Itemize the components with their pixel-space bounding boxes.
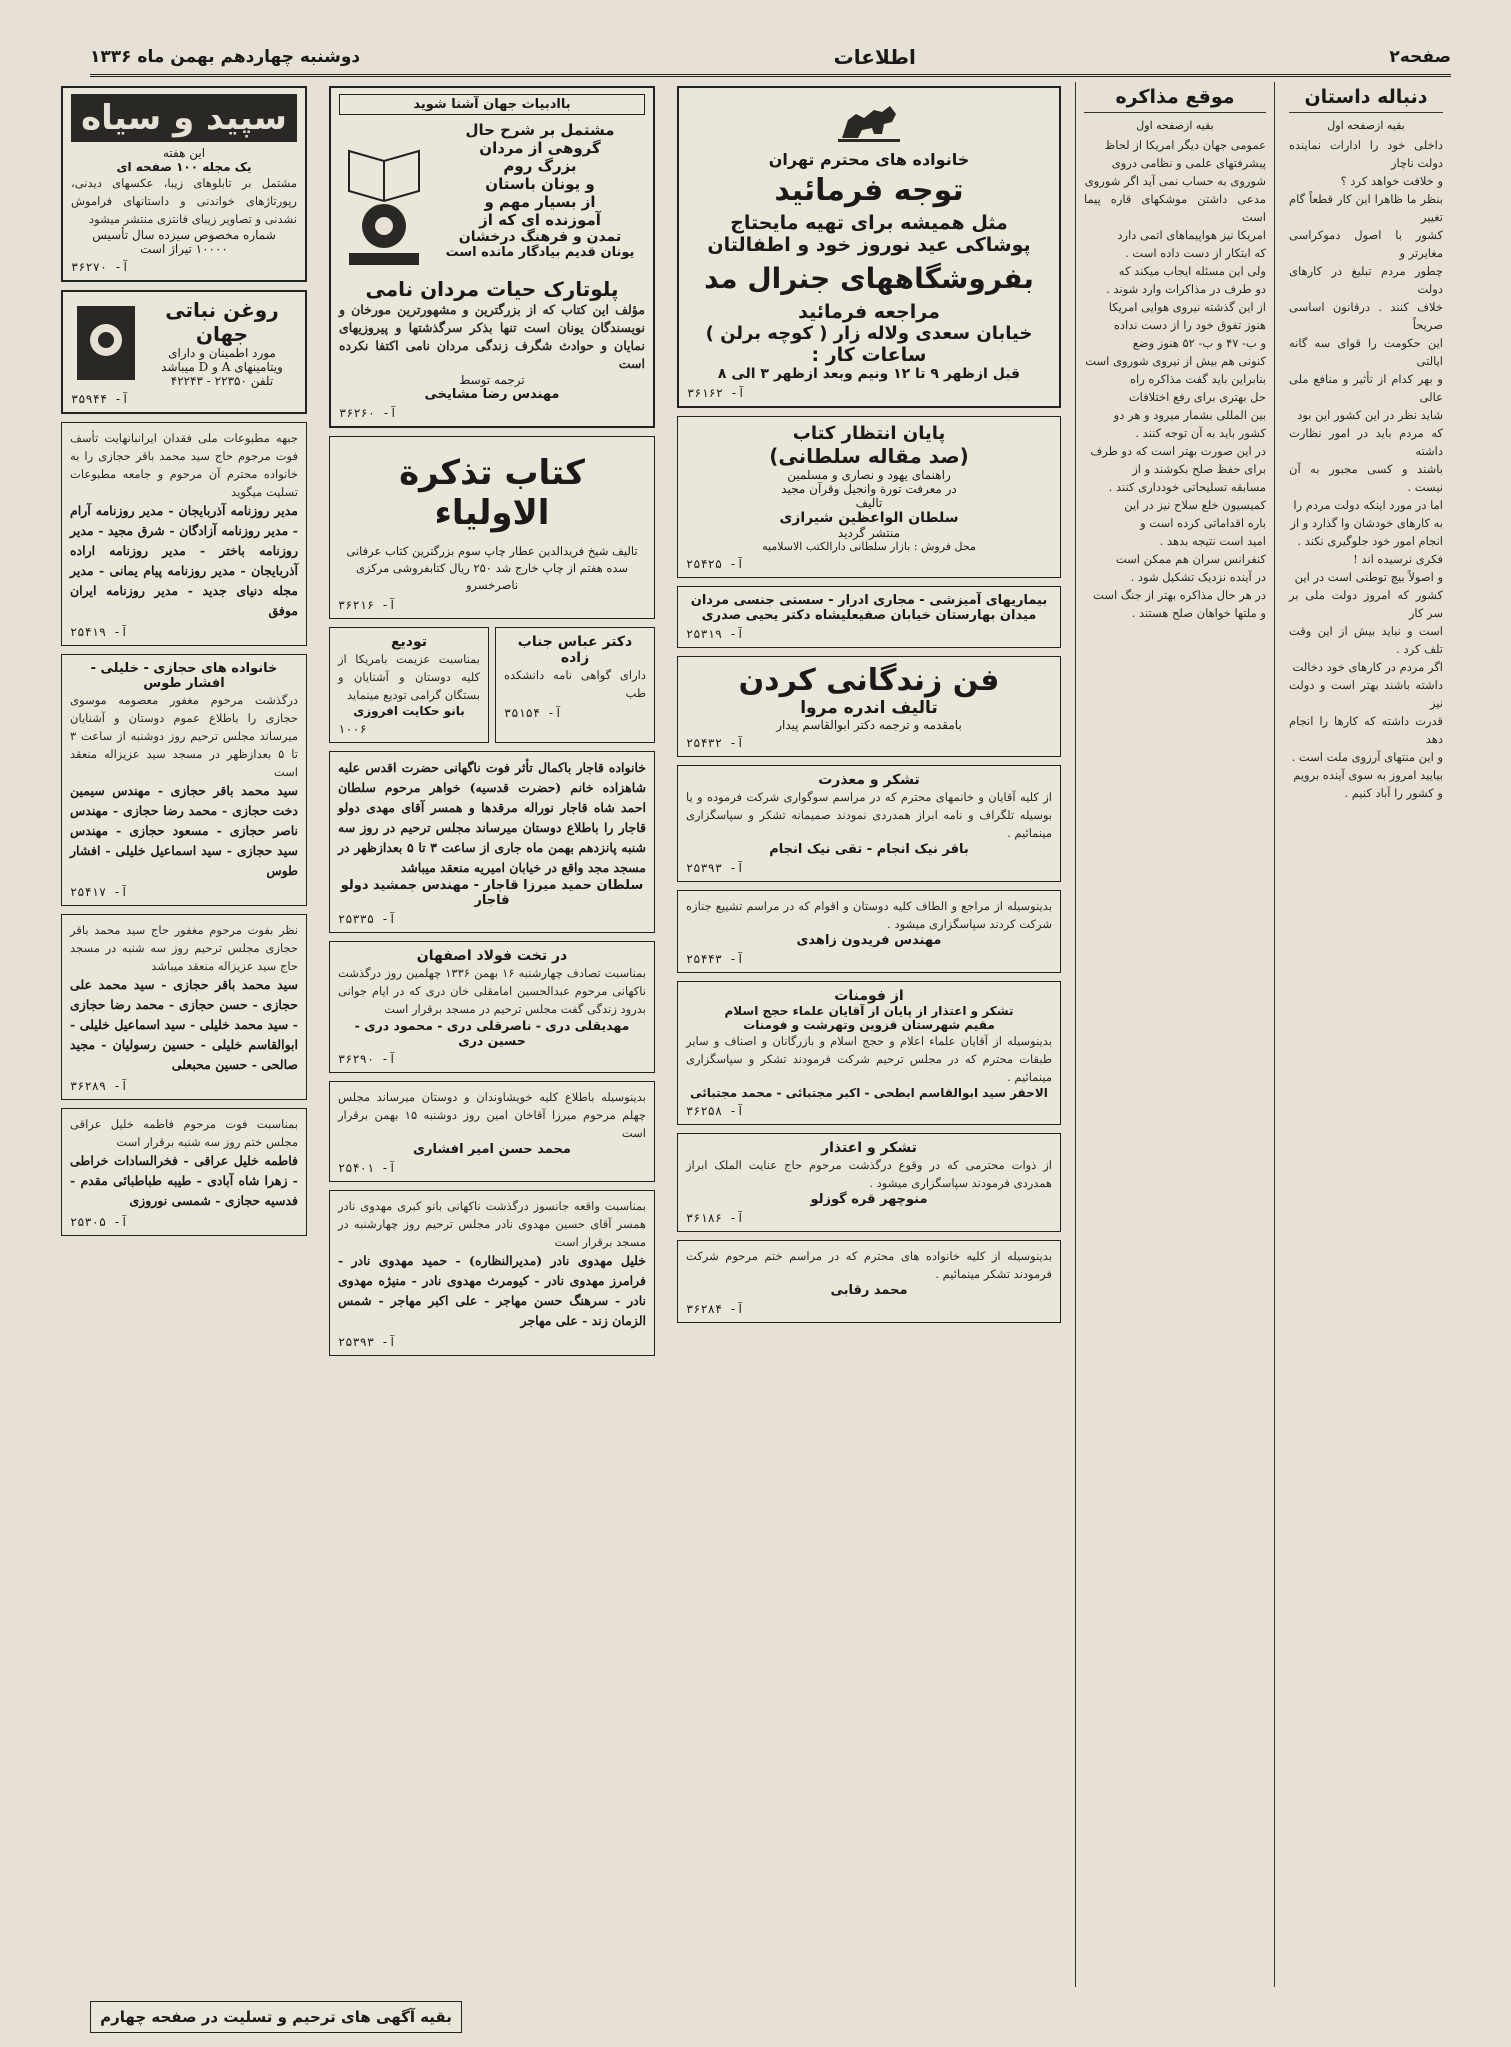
ad-book-line4: در معرفت تورة وانجیل وقرآن مجید [781,482,957,496]
ad-doctor [495,627,655,743]
ad-farewell [329,627,489,743]
ad-clinic [677,586,1061,648]
story-line: بنظر ما ظاهرا این کار قطعاً گام تغییر [1289,192,1443,224]
ad-fan-line1: فن زندگانی کردن [738,663,1000,698]
book-emblem-icon [339,121,429,271]
negotiation-line: برای حفظ صلح بکوشند و از [1132,462,1266,476]
notice-mourn1-names: مدیر روزنامه آذربایجان - مدیر روزنامه آرام - مدیر روزنامه آزادگان - شرق مجید - مدیر روزنامه باختر - مدیر روزنامه اراده آذربایجان - مدیر روزنامه پیام یمانی - مدیر مجله دنیای جدید - مدیر روزنامه ایران موفق [70,503,298,618]
ad-book-code: آ- ۲۵۴۲۵ [686,557,744,571]
ad-gm-line5: بفروشگاههای جنرال مد [704,262,1034,295]
story-line: داشته باشند بهتر است و دولت نیز [1289,678,1443,710]
notice-shajari-body: از ذوات محترمی که در وقوع درگذشت مرحوم حاج عنایت الملک ابراز همدردی فرمودند سپاسگزاری میشود . [686,1158,1052,1190]
lion-logo-icon [834,98,904,144]
negotiation-sub: بقیه ازصفحه اول [1136,119,1214,132]
ad-sepid-l2: این هفته [162,146,206,160]
notice-nader-names: خلیل مهدوی نادر (مدیرالنظاره) - حمید مهدوی نادر - فرامرز مهدوی نادر - کیومرث مهدوی نادر - منیژه مهدوی نادر - سرهنگ حسن مهاجر - علی اکبر مهاجر - شمس الزمان زند - علی مهاجر [338,1253,646,1328]
negotiation-line: باره اقداماتی کرده است و [1140,516,1266,530]
ad-plutarch-l3: بزرگ روم [503,157,577,175]
story-line: فکری نرسیده اند ! [1353,552,1443,566]
ad-tazkereh-l1: کتاب تذکرة الاولیاء [399,453,585,533]
ad-plutarch-l10: مؤلف این کتاب که از بزرگترین و مشهورترین مورخان و نویسندگان یونان است تنها بذکر سرگذشتها و پیروزیهای نمایان و حوادث شگرف زندگی مردان نامی اکتفا نکرده است [339,302,645,371]
notice-hejazi-title: خانواده های حجازی - خلیلی - افشار طوس [90,661,278,691]
notice-aghakhan [329,1081,655,1182]
notice-shajari-title: تشکر و اعتذار [821,1140,917,1156]
negotiation-line: کنونی هم بیش از نیروی شوروی است [1085,354,1266,368]
notice-zahedi-names: مهندس فریدون زاهدی [796,933,942,948]
story-title: دنباله داستان [1289,86,1443,113]
notice-last-body: بمناسبت فوت مرحوم فاطمه خلیل عراقی مجلس ختم روز سه شنبه برقرار است [70,1117,298,1149]
ad-oil-l4: تلفن ۲۲۳۵۰ - ۴۲۲۴۳ [170,374,274,388]
ad-gm-line2: توجه فرمائید [774,173,964,208]
negotiation-line: که ابتکار از دست داده است . [1125,246,1266,260]
negotiation-line: کشور باید به آن توجه کنند . [1135,426,1266,440]
notice-isfahan-title: در تخت فولاد اصفهان [416,948,568,964]
negotiation-line: مسابقه تسلیحاتی خودداری کنند . [1108,480,1266,494]
notice-aghakhan-code: آ- ۲۵۴۰۱ [338,1161,396,1175]
ad-doctor-code: آ- ۳۵۱۵۴ [504,706,562,720]
notice-mourn1-code: آ- ۲۵۴۱۹ [70,625,128,639]
ad-gm-line8: ساعات کار : [811,344,927,366]
ad-plutarch-code: آ- ۳۶۲۶۰ [339,406,397,420]
story-sub: بقیه ازصفحه اول [1327,119,1405,132]
column-ads-center [669,82,1069,1987]
ad-gm-line4: پوشاکی عید نوروز خود و اطفالتان [707,234,1031,256]
notice-nader [329,1190,655,1356]
notice-isfahan-names: مهدیقلی دری - ناصرقلی دری - محمود دری - حسین دری [354,1018,630,1048]
negotiation-line: بین المللی بشمار میرود و هر دو [1113,408,1266,422]
notice-mourn1-body: جبهه مطبوعات ملی فقدان ایرانبانهایت تأسف فوت مرحوم حاج سید محمد باقر حجازی را به خانواده محترم آن مرحوم و جامعه مطبوعات تسلیت میگوید [70,431,298,499]
notice-fowmanat-names: الاحقر سید ابوالقاسم ابطحی - اکبر مجتبائی - محمد مجتبائی [690,1086,1048,1100]
notice-nader-body: بمناسبت واقعه جانسوز درگذشت ناکهانی بانو کبری مهدوی نادر همسر آقای حسین مهدوی نادر مجلس ترحیم روز چهارشنبه در مسجد برقرار است [338,1199,646,1249]
ad-fan-code: آ- ۲۵۴۳۲ [686,736,744,750]
ad-clinic-line1: بیماریهای آمیزشی - مجاری ادرار - سستی جنسی مردان [690,593,1048,608]
footer-continuation: بقیه آگهی های ترحیم و تسلیت در صفحه چهارم [90,2001,462,2033]
story-line: چطور مردم تبلیغ در کارهای دولت [1289,264,1443,296]
ad-plutarch-l6: آموزنده ای که از [479,211,601,229]
story-line: و اصولاً بیچ توطنی است در این [1294,570,1443,584]
ad-fan-line2: تالیف اندره مروا [800,698,938,718]
story-line: داخلی خود را ادارات نماینده دولت ناچار [1289,138,1443,170]
story-line: و این منتهای آرزوی ملت است . [1291,750,1443,764]
ad-plutarch-l5: از بسیار مهم و [484,193,596,211]
notice-hejazi-code: آ- ۲۵۴۱۷ [70,885,128,899]
negotiation-line: مدعی داشتن موشکهای قاره پیما است [1084,192,1266,224]
ad-plutarch-banner: باادبیات جهان آشنا شوید [339,94,645,115]
notice-thanks-code: آ- ۲۵۳۹۳ [686,861,744,875]
story-line: به کارهای خودشان وا گذارد و از [1290,516,1443,530]
negotiation-line: حل بهتری برای رفع اختلافات [1128,390,1266,404]
story-line: این حکومت را قوای سه گانه ایالتی [1289,336,1443,368]
column-story-continued [1281,82,1451,1987]
story-line: کشور که امروز دولت ملی بر سر کار [1289,588,1443,620]
negotiation-title: موقع مذاکره [1084,86,1266,113]
ad-farewell-title: تودیع [390,634,428,650]
ad-book-line7: منتشر گردید [837,526,901,540]
ad-plutarch-l7: تمدن و فرهنگ درخشان [458,229,622,245]
ad-fan-zendegani [677,656,1061,757]
notice-hejazi [61,654,307,906]
notice-hejazi2-code: آ- ۳۶۲۸۹ [70,1079,128,1093]
notice-nader-code: آ- ۲۵۳۹۳ [338,1335,396,1349]
ad-doctor-l1: دکتر عباس جناب زاده [517,634,633,666]
notice-fowmanat-head2: مقیم شهرستان قزوین وتهرشت و فومنات [743,1018,995,1032]
ad-gm-line1: خانواده های محترم تهران [768,150,970,169]
notice-hejazi2-body: نظر بفوت مرحوم مغفور حاج سید محمد باقر حجازی مجلس ترحیم روز سه شنبه در مسجد حاج سید عزیزاله منعقد میباشد [70,923,298,973]
ad-sepid-l4: مشتمل بر تابلوهای زیبا، عکسهای دیدنی، رپورتاژهای خواندنی و داستانهای فراموش نشدنی و تصاویر زیبای فانتزی منتشر میشود [71,176,297,226]
negotiation-line: و ملتها خواهان صلح هستند . [1131,606,1266,620]
notice-shajari-names: منوچهر قره گوزلو [810,1192,928,1207]
negotiation-line: امریکا نیز هواپیماهای اتمی دارد [1117,228,1266,242]
ad-oil-l1: روغن نباتی جهان [165,298,279,346]
negotiation-line: پیشرفتهای علمی و نظامی دروی [1111,156,1266,170]
ad-plutarch-l12: مهندس رضا مشایخی [424,387,560,402]
negotiation-line: بنابراین باید گفت مذاکره راه [1129,372,1266,386]
story-body [1289,136,1443,802]
ad-farewell-code: ۱۰۰۶ [338,722,367,736]
paper-name: اطلاعات [833,45,916,69]
ad-sepid-l5: شماره مخصوص سیزده سال تأسیس [92,228,276,242]
ad-fan-line3: بامقدمه و ترجمه دکتر ابوالقاسم پیدار [776,718,962,732]
ad-farewell-body: بمناسبت عزیمت بامریکا از کلیه دوستان و آشنایان و بستگان گرامی تودیع مینماید [338,652,480,702]
notice-qajar-body: خانواده قاجار باکمال تأثر فوت ناگهانی حضرت اقدس علیه شاهزاده خانم (حضرت قدسیه) خواهر مرحوم سلطان احمد شاه قاجار نوراله مرقدها و همسر آقای مهدی دولو قاجار را باطلاع دوستان میرساند مجلس ترحیم در روز سه شنبه پانزدهم بهمن ماه جاری از ساعت ۳ تا ۵ بعدازظهر در مسجد مجد واقع در خیابان امیریه منعقد میباشد [338,760,646,875]
negotiation-line: در آینده نزدیک تشکیل شود . [1130,570,1266,584]
notice-fowmanat-title: از فومنات [834,988,904,1004]
page-number: صفحه۲ [1389,47,1451,67]
ad-general-mod [677,86,1061,408]
negotiation-line: شوروی به حساب نمی آید اگر شوروی [1084,174,1266,188]
notice-qajar-code: آ- ۲۵۳۳۵ [338,912,396,926]
ad-jahan-oil [61,290,307,414]
ad-oil-l2: مورد اطمینان و دارای [168,346,276,360]
ad-oil-l3: ویتامینهای A و D میباشد [161,360,283,374]
negotiation-line: عمومی جهان دیگر امریکا از لحاظ [1104,138,1266,152]
notice-press-front [61,422,307,646]
story-line: کشور با اصول دموکراسی مغایرتر و [1289,228,1443,260]
notice-isfahan [329,941,655,1073]
ad-sepid-siah [61,86,307,282]
ad-doctor-l2: دارای گواهی نامه دانشکده طب [504,668,646,700]
notice-aghakhan-body: بدینوسیله باطلاع کلیه خویشاوندان و دوستان میرساند مجلس چهلم مرحوم میرزا آقاخان امین روز دوشنبه ۱۵ بهمن برقرار است [338,1090,646,1140]
ad-gm-line9: قبل ازظهر ۹ تا ۱۲ ونیم وبعد ازظهر ۳ الی ۸ [717,366,1021,382]
story-line: که مردم باید در امور نظارت داشته [1289,426,1443,458]
story-line: شاید نظر در این کشور این بود [1297,408,1443,422]
notice-thanks-body: از کلیه آقایان و خانمهای محترم که در مراسم سوگواری شرکت فرموده و یا بوسیله تلگراف و نامه ابراز همدردی نمودند صمیمانه تشکر و سپاسگزاری مینمائیم . [686,790,1052,840]
notice-hejazi-names: سید محمد باقر حجازی - مهندس سیمین دخت حجازی - محمد رضا حجازی - مهندس ناصر حجازی - مسعود حجازی - مهندس سید حجازی - سید اسماعیل خلیلی - افشار طوس [70,783,298,878]
negotiation-line: امید است نتیجه بدهد . [1159,534,1266,548]
negotiation-line: و ب- ۴۷ و ب- ۵۲ هنوز وضع [1132,336,1266,350]
story-line: باشند و کسی مجبور به آن نیست . [1289,462,1443,494]
notice-qajar [329,751,655,933]
ad-book-line3: راهنمای یهود و نصاری و مسلمین [787,468,951,482]
ad-gm-line7: خیابان سعدی ولاله زار ( کوچه برلن ) [705,323,1033,344]
notice-thanks-title: تشکر و معذرت [818,772,920,788]
ad-gm-line3: مثل همیشه برای تهیه مایحتاج [730,212,1008,234]
ad-sepid-l6: ۱۰۰۰۰ تیراژ است [140,242,228,256]
notice-fowmanat-code: آ- ۳۶۲۵۸ [686,1104,744,1118]
notice-zahedi [677,890,1061,973]
notice-zahedi-code: آ- ۲۵۴۴۳ [686,952,744,966]
negotiation-line: هنوز تفوق خود را از دست نداده [1113,318,1266,332]
notice-last [61,1108,307,1236]
negotiation-line: در هر حال مذاکره بهتر از جنگ است [1093,588,1266,602]
notice-last-code: آ- ۲۵۳۰۵ [70,1215,128,1229]
negotiation-line: دو طرف در مذاکرات وارد شوند . [1106,282,1266,296]
ad-book-line2: (صد مقاله سلطانی) [769,444,969,468]
ad-tazkereh-l2: تالیف شیخ فریدالدین عطار چاپ سوم بزرگترین کتاب عرفانی سده هفتم از چاپ خارج شد ۲۵۰ ریال کتابفروشی مرکزی ناصرخسرو [346,544,638,592]
masthead [90,40,1451,77]
notice-raghi-names: محمد رقابی [830,1283,908,1298]
story-line: انجام امور خود جلوگیری نکند . [1297,534,1443,548]
ad-book-line8: محل فروش : بازار سلطانی دارالکتب الاسلامیه [762,540,976,553]
notice-fowmanat-body: بدینوسیله از آقایان علماء اعلام و حجج اسلام و بازرگانان و اصناف و سایر طبقات محترم که در مجلس ترحیم شرکت فرمودند تشکر و سپاسگزاری مینمائیم . [686,1034,1052,1084]
notice-fowmanat-head: تشکر و اعتذار از پایان از آقایان علماء حجج اسلام [724,1004,1014,1018]
notice-hejazi2-names: سید محمد باقر حجازی - سید محمد علی حجازی - حسن حجازی - محمد رضا حجازی - سید محمد خلیلی - سید اسماعیل خلیلی - ابوالقاسم خلیلی - حسین رسولیان - مجید صالحی - حسین محبعلی [70,977,298,1072]
ad-plutarch-l4: و یونان باستان [485,175,595,193]
negotiation-line: ولی این مسئله ایجاب میکند که [1118,264,1266,278]
story-line: و بهر کدام از تأثیر و منافع ملی عالی [1289,372,1443,404]
notice-raghi [677,1240,1061,1323]
story-line: است و نباید بیش از این وقت تلف کرد . [1289,624,1443,656]
issue-date: دوشنبه چهاردهم بهمن ماه ۱۳۳۶ [90,47,361,67]
ad-plutarch-l9: پلوتارک حیات مردان نامی [365,277,619,301]
ad-oil-code: آ- ۳۵۹۴۴ [71,392,129,406]
negotiation-line: در این صورت بهتر است که دو طرف [1090,444,1266,458]
ad-sepid-l3: یک مجله ۱۰۰ صفحه ای [116,160,252,174]
ad-plutarch [329,86,655,428]
notice-aghakhan-names: محمد حسن امیر افشاری [413,1142,571,1157]
ad-plutarch-l8: یونان قدیم بیادگار مانده است [445,245,635,260]
ad-plutarch-l1: مشتمل بر شرح حال [465,121,615,139]
column-negotiation [1075,82,1275,1987]
ad-tazkereh [329,436,655,619]
story-line: بیایید امروز به سوی آینده برویم [1293,768,1443,782]
ad-clinic-line2: میدان بهارستان خیابان صفیعلیشاه دکتر یحیی صدری [701,608,1037,623]
notice-shajari [677,1133,1061,1232]
oil-can-icon [71,300,141,386]
ad-gm-code: آ- ۳۶۱۶۲ [687,386,745,400]
ad-plutarch-l2: گروهی از مردان [479,139,601,157]
story-line: قدرت داشته که کارها را انجام دهد [1289,714,1443,746]
story-line: و کشور را آباد کنیم . [1344,786,1443,800]
ad-book-line6: سلطان الواعظین شیرازی [779,510,959,526]
story-line: اما در مورد اینکه دولت مردم را [1293,498,1443,512]
notice-shajari-code: آ- ۳۶۱۸۶ [686,1211,744,1225]
ad-gm-line6: مراجعه فرمائید [798,301,940,323]
notice-fowmanat [677,981,1061,1125]
notice-raghi-code: آ- ۳۶۲۸۴ [686,1302,744,1316]
notice-hejazi-2 [61,914,307,1100]
ad-farewell-names: بانو حکایت افروزی [353,704,465,718]
notice-isfahan-body: بمناسبت تصادف چهارشنبه ۱۶ بهمن ۱۳۳۶ چهلمین روز درگذشت ناکهانی مرحوم عبدالحسین امامقلی خان دری که در ایام جوانی بدرود زندگی گفت مجلس ترحیم در مسجد برقرار است [338,966,646,1016]
ad-sepid-code: آ- ۳۶۲۷۰ [71,260,129,274]
negotiation-line: کمیسیون خلع سلاح نیز در این [1124,498,1266,512]
notice-qajar-names: سلطان حمید میرزا قاجار - مهندس جمشید دولو قاجار [340,878,644,908]
ad-book-line5: تالیف [855,496,883,510]
ad-sad-maghaleh [677,416,1061,578]
story-line: اگر مردم در کارهای خود دخالت [1292,660,1443,674]
notice-raghi-body: بدینوسیله از کلیه خانواده های محترم که در مراسم ختم مرحوم شرکت فرمودند تشکر مینمائیم . [686,1249,1052,1281]
ad-sepid-l1: سپید و سیاه [71,94,297,142]
negotiation-body [1084,136,1266,622]
story-line: و خلافت خواهد کرد ؟ [1340,174,1443,188]
column-ads-left [53,82,315,1987]
story-line: خلاف کنند . درقانون اساسی صریحاً [1289,300,1443,332]
ad-book-line1: پایان انتظار کتاب [792,423,946,444]
notice-thanks [677,765,1061,882]
ad-plutarch-l11: ترجمه توسط [459,373,525,387]
negotiation-line: از این گذشته نیروی هوایی امریکا [1108,300,1266,314]
column-ads-middle [321,82,663,1987]
ad-clinic-code: آ- ۲۵۳۱۹ [686,627,744,641]
negotiation-line: کنفرانس سران هم ممکن است [1115,552,1266,566]
notice-thanks-names: باقر نیک انجام - تقی نیک انجام [769,842,969,857]
notice-last-names: فاطمه خلیل عراقی - فخرالسادات خراطی - زهرا شاه آبادی - طیبه طباطبائی مقدم - فدسیه حجازی - شمسی نوروزی [70,1153,298,1208]
notice-hejazi-body: درگذشت مرحوم مغفور معصومه موسوی حجازی را باطلاع عموم دوستان و آشنایان میرساند مجلس ترحیم روز دوشنبه از ساعت ۳ تا ۵ بعدازظهر در مسجد سید عزیزاله منعقد است [70,693,298,779]
ad-tazkereh-code: آ- ۳۶۲۱۶ [338,598,396,612]
notice-zahedi-body: بدینوسیله از مراجع و الطاف کلیه دوستان و اقوام که در مراسم تشییع جنازه شرکت کردند سپاسگزاری میشود . [686,899,1052,931]
notice-isfahan-code: آ- ۳۶۲۹۰ [338,1052,396,1066]
